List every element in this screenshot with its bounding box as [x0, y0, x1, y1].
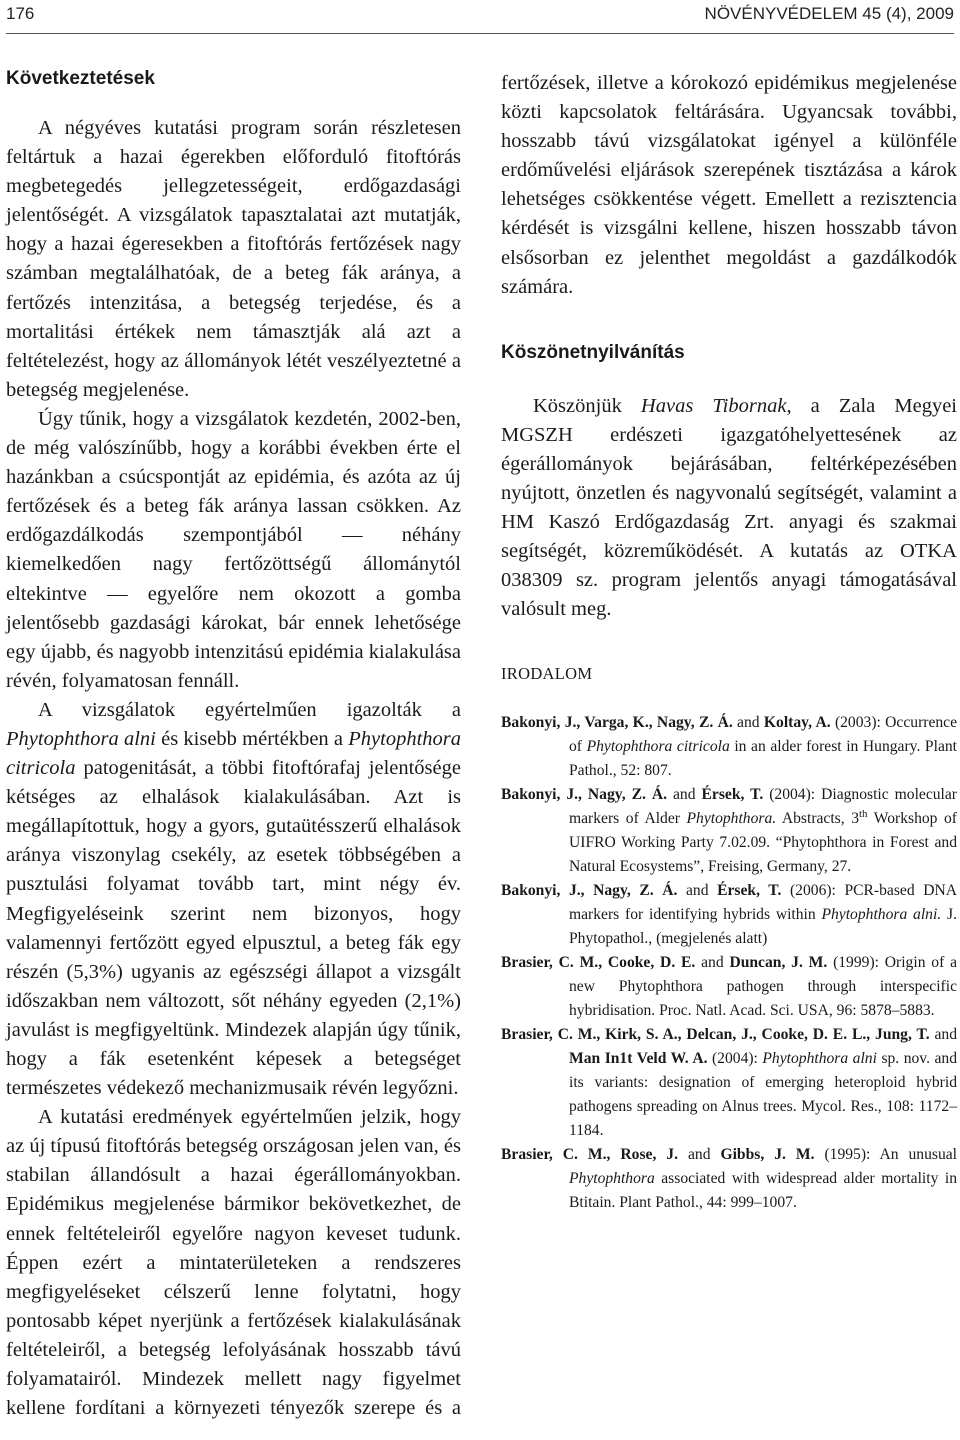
conclusions-paragraph-4-continuation: fertőzések, illetve a kórokozó epidémikus megjelenése közti kapcsolatok feltárására. Ugyancsak további, hosszabb távú vizsgálatokat igényel a különféle erdőművelési eljárások szerepének tisztázása a károk lehetséges csökkentése végett. Emellett a rezisztencia kérdését is vizsgálni kellene, hiszen hosszabb távon elsősorban ez jelenthet megoldást a gazdálkodók számára.	[501, 72, 957, 298]
ref-authors: Bakonyi, J., Nagy, Z. Á.	[501, 785, 668, 803]
ref-authors: Brasier, C. M., Kirk, S. A., Delcan, J., Cooke, D. E. L., Jung, T.	[501, 1025, 930, 1043]
text-run: and	[678, 1145, 721, 1163]
text-run: (2004): Diagnostic molecular markers of Alder	[569, 785, 957, 827]
reference-item	[501, 783, 957, 879]
text-run: Abstracts, 3	[776, 809, 859, 827]
ref-authors: Brasier, C. M., Rose, J.	[501, 1145, 679, 1163]
text-run: associated with widespread alder mortality in Btitain. Plant Pathol., 44: 999–1007.	[569, 1169, 957, 1211]
text-run: és kisebb mértékben a	[155, 727, 349, 750]
reference-item	[501, 711, 957, 783]
right-column	[501, 69, 957, 1215]
conclusions-heading: Következtetések	[6, 68, 155, 89]
text-run: patogenitását, a többi fitoftórafaj jelentősége kétséges az elhalások kialakulásában. Azt is megállapítottuk, hogy a gyors, gutaütésszerű elhalások aránya viszonylag csekély, az esetek többségében a pusztulási folyamat tovább tart, mint négy év. Megfigyeléseink szerint nem bizonyos, hogy valamennyi fertőzött egyed elpusztul, a beteg fák egy részén (5,3%) ugyanis az egészségi állapot a vizsgált időszakban nem változott, sőt néhány egyeden (2,1%) javulást is megfigyeltünk. Mindezek alapján úgy tűnik, hogy a fák esetenként képesek a betegséget természetes védekező mechanizmusaik révén legyőzni.	[6, 757, 461, 1100]
text-run: A vizsgálatok egyértelműen igazolták a	[38, 698, 461, 721]
acknowledgement-heading: Köszönetnyilvánítás	[501, 341, 685, 363]
text-run: , a Zala Megyei MGSZH erdészeti igazgatóhelyettesének az égerállományok bejárásában, feltérképezésében nyújtott, önzetlen és nagyvonalú segítségét, valamint a HM Kaszó Erdőgazdaság Zrt. anyagi és szakmai segítségét, közreműködését. A kutatás az OTKA 038309 sz. program jelentős anyagi támogatásával valósult meg.	[501, 394, 957, 621]
text-run: (2006): PCR-based DNA markers for identifying hybrids within	[569, 881, 957, 923]
species-name: Phytophthora	[569, 1169, 655, 1187]
text-run: and	[732, 713, 764, 731]
references-heading: IRODALOM	[501, 663, 593, 683]
species-name: Phytophthora citricola	[6, 727, 461, 780]
species-name: Phytophthora alni.	[821, 905, 942, 923]
species-name: Phytophthora.	[686, 809, 777, 827]
text-run: sp. nov. and its variants: designation of emerging heteroploid hybrid pathogens spreading on Alnus trees. Mycol. Res., 108: 1172–1184.	[569, 1049, 957, 1139]
text-run: in an alder forest in Hungary. Plant Pathol., 52: 807.	[569, 737, 957, 779]
text-run: and	[695, 953, 730, 971]
conclusions-paragraph-4: A kutatási eredmények egyértelműen jelzik, hogy az új típusú fitoftórás betegség országosan jelen van, és stabilan állandósult a hazai égerállományokban. Epidémikus megjelenése bármikor bekövetkezhet, de ennek feltételeiről egyelőre nagyon keveset tudunk. Éppen ezért a mintaterületeken a rendszeres megfigyeléseket célszerű lenne folytatni, hogy pontosabb képet nyerjünk a fertőzések kialakulásának feltételeiről, a betegség lefolyásának hosszabb távú folyamatairól. Mindezek mellett nagy figyelmet kellene fordítani a környezeti tényezők szerepe és a	[6, 1106, 461, 1420]
running-header	[6, 4, 954, 30]
ref-authors: Brasier, C. M., Cooke, D. E.	[501, 953, 696, 971]
ref-authors: Man In1t Veld W. A.	[569, 1049, 708, 1067]
reference-list	[501, 711, 957, 1215]
text-run: (2003): Occurrence of	[569, 713, 958, 755]
text-run: (1995): An unusual	[814, 1145, 958, 1163]
conclusions-paragraph-2: Úgy tűnik, hogy a vizsgálatok kezdetén, 2002-ben, de még valószínűbb, hogy a korábbi években érte el hazánkban a csúcspontját az epidémia, és azóta az új fertőzések és a beteg fák aránya lassan csökken. Az erdőgazdálkodás szempontjából — néhány kiemelkedően nagy fertőzöttségű állománytól eltekintve — egyelőre nem okozott a gomba jelentősebb gazdasági károkat, bár ennek lehetősége egy újabb, és nagyobb intenzitású epidémia kialakulása révén, folyamatosan fennáll.	[6, 407, 461, 692]
journal-citation: NÖVÉNYVÉDELEM 45 (4), 2009	[704, 4, 954, 23]
text-run: J. Phytopathol., (megjelenés alatt)	[569, 905, 957, 947]
person-name: Havas Tibornak	[640, 394, 787, 417]
ref-authors: Érsek, T.	[717, 881, 782, 899]
species-name: Phytophthora alni	[762, 1049, 877, 1067]
reference-item	[501, 1143, 957, 1215]
species-name: Phytophthora alni	[6, 727, 156, 750]
ref-authors: Bakonyi, J., Nagy, Z. Á.	[501, 881, 678, 899]
reference-item	[501, 951, 957, 1023]
text-run: Köszönjük	[533, 394, 641, 417]
text-run: and	[929, 1025, 957, 1043]
reference-item	[501, 879, 957, 951]
header-rule	[6, 33, 954, 34]
ref-authors: Érsek, T.	[701, 785, 764, 803]
ref-authors: Duncan, J. M.	[729, 953, 828, 971]
superscript: th	[859, 807, 868, 820]
conclusions-paragraph-3	[6, 696, 461, 1103]
ref-authors: Bakonyi, J., Varga, K., Nagy, Z. Á.	[501, 713, 733, 731]
reference-item	[501, 1023, 957, 1143]
conclusions-paragraph-4-continued	[501, 69, 957, 302]
conclusions-paragraph-1: A négyéves kutatási program során részletesen feltártuk a hazai égerekben előforduló fitoftórás megbetegedés jellegzetességeit, erdőgazdasági jelentőségét. A vizsgálatok tapasztalatai azt mutatják, hogy a hazai égeresekben a fitoftórás fertőzések nagy számban megtalálhatóak, de a beteg fák aránya, a fertőzés intenzitása, a betegség terjedése, és a mortalitási értékek nem támasztják alá azt a feltételezést, hogy az állományok létét veszélyeztetné a betegség megjelenése.	[6, 117, 461, 401]
text-run: and	[667, 785, 702, 803]
text-run: (1999): Origin of a new Phytophthora pathogen through interspecific hybridisation. Proc. Natl. Acad. Sci. USA, 96: 5878–5883.	[569, 953, 957, 1019]
acknowledgement-paragraph	[501, 392, 957, 625]
left-column	[6, 66, 461, 1423]
species-name: Phytophthora citricola	[586, 737, 730, 755]
page-number: 176	[6, 4, 35, 23]
ref-authors: Koltay, A.	[763, 713, 831, 731]
text-run: Workshop of UIFRO Working Party 7.02.09. “Phytophthora in Forest and Natural Ecosystems”, Freising, Germany, 27.	[569, 809, 957, 875]
text-run: and	[677, 881, 718, 899]
text-run: (2004):	[707, 1049, 763, 1067]
ref-authors: Gibbs, J. M.	[720, 1145, 815, 1163]
